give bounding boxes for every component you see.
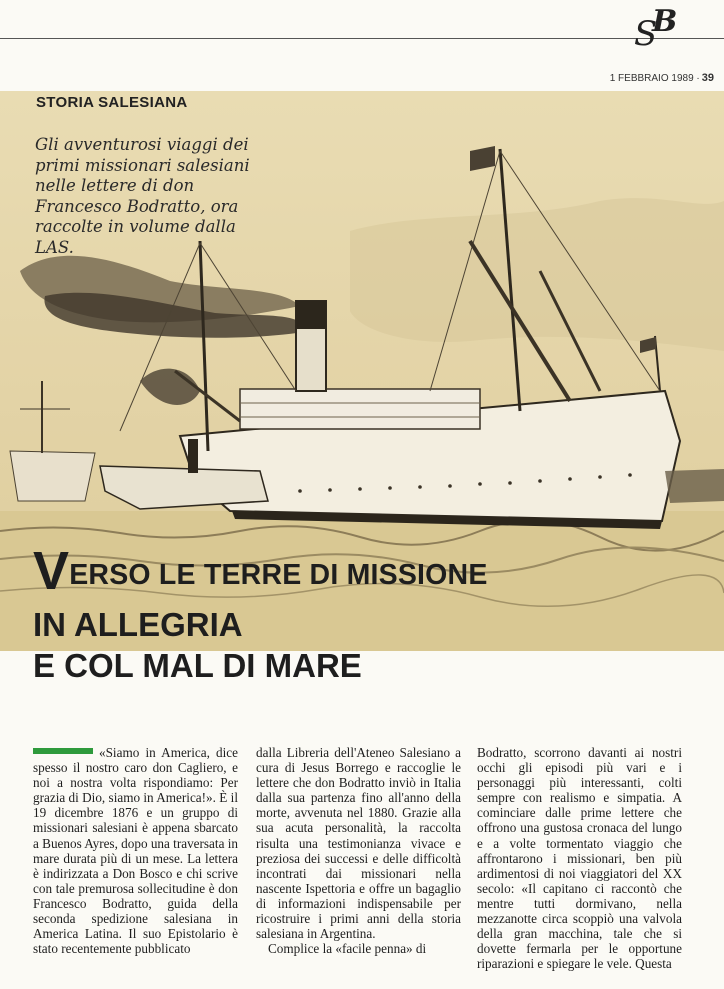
section-label: STORIA SALESIANA [36, 94, 188, 111]
headline-line-2: IN ALLEGRIA [33, 606, 243, 643]
logo-letter-s: S [634, 14, 658, 54]
article-column-1 [33, 745, 238, 956]
article-column-2 [256, 745, 461, 956]
green-accent-bar [33, 748, 93, 754]
headline-line-3: E COL MAL DI MARE [33, 647, 362, 684]
article-subtitle: Gli avventurosi viaggi dei primi missionari salesiani nelle lettere di don Francesco Bodratto, ora raccolte in volume dalla LAS. [35, 135, 250, 257]
headline-line-1-rest: ERSO LE TERRE DI MISSIONE [69, 559, 488, 591]
page-number: 39 [701, 72, 714, 84]
column-1-text: «Siamo in America, dice spesso il nostro caro don Cagliero, e noi a nostra volta rispondiamo: Per grazia di Dio, siamo in America!». È il 19 dicembre 1876 e un gruppo di missionari salesiani è appena sbarcato a Buenos Ayres, dopo una traversata in mare durata più di un mese. La lettera è indirizzata a Don Bosco e chi scrive con tale premurosa sollecitudine è don Francesco Bodratto, guida della seconda spedizione salesiana in America Latina. Il suo Epistolario è stato recentemente pubblicato [33, 745, 238, 957]
issue-date: 1 FEBBRAIO 1989 · [609, 73, 700, 84]
column-2-paragraph-2: Complice la «facile penna» di [268, 941, 427, 957]
headline-line-1 [33, 541, 488, 601]
logo-letter-b: B [652, 4, 678, 39]
column-2-paragraph-1: dalla Libreria dell'Ateneo Salesiano a cura di Jesus Borrego e raccoglie le lettere che don Bodratto inviò in Italia dalla sua partenza fino all'anno della morte, avvenuta nel 1880. Grazie alla sua acuta personalità, la raccolta risulta una testimonianza vivace e preziosa dei successi e delle difficoltà incontrati dai missionari nella nascente Ispettoria e offre un bagaglio di informazioni indispensabile per ricostruire i primi anni della storia salesiana in Argentina. [256, 745, 461, 942]
headline-initial: V [33, 541, 70, 601]
magazine-logo [628, 2, 718, 62]
column-3-text: Bodratto, scorrono davanti ai nostri occhi gli episodi più vari e i personaggi più interessanti, colti sempre con realismo e simpatia. A cominciare dalle prime lettere che offrono una gustosa cronaca del lungo e a volte tormentato viaggio che affrontarono i missionari, ben più ardimentosi di noi viaggiatori del XX secolo: «Il capitano ci raccontò che mentre tutti dormivano, nella mezzanotte circa scoppiò una valvola della gran macchina, tale che si dovette fermarla per le opportune riparazioni e spiegare le vele. Questa [477, 745, 682, 972]
article-column-3 [477, 745, 682, 971]
header-rule [0, 38, 724, 39]
issue-line [610, 72, 714, 84]
